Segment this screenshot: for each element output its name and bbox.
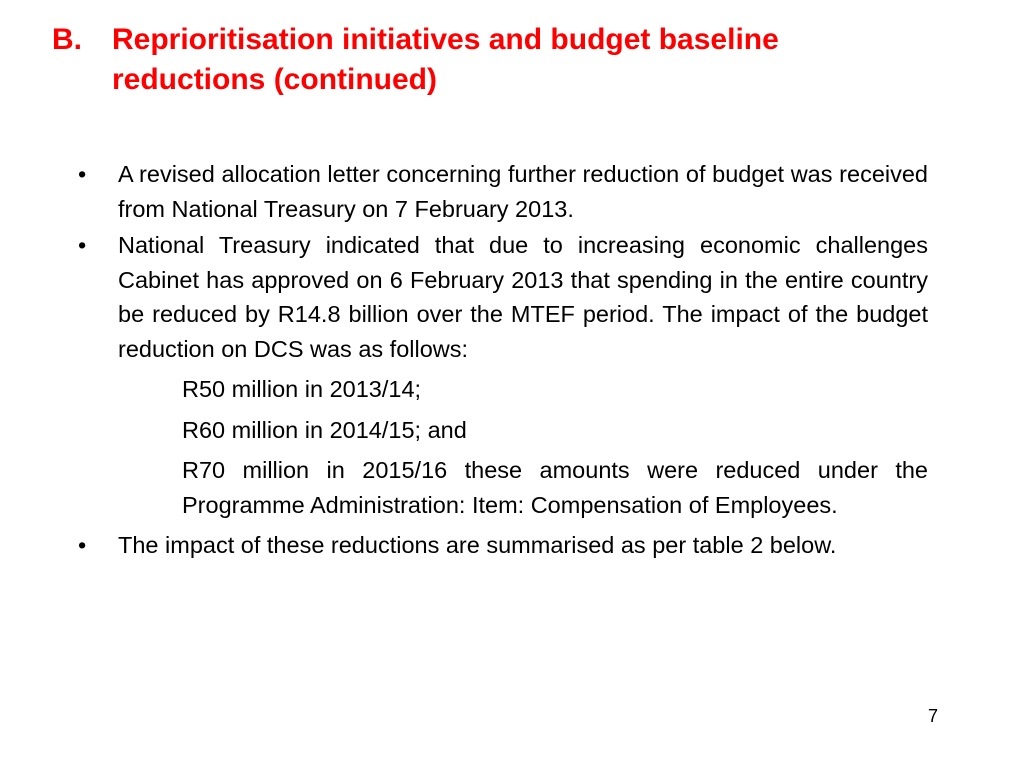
title-line-2: reductions (continued)	[112, 63, 437, 96]
bullet-text: A revised allocation letter concerning further reduction of budget was received from National Treasury on 7 February 2013.	[118, 161, 928, 222]
slide-title	[52, 20, 952, 100]
title-section-marker: B.	[52, 23, 82, 56]
page-number: 7	[927, 706, 938, 726]
bullet-icon: •	[78, 161, 87, 187]
slide-body	[78, 157, 928, 565]
bullet-item	[78, 528, 928, 563]
bullet-item	[78, 157, 928, 226]
sub-item: R60 million in 2014/15; and	[182, 416, 467, 443]
title-text	[112, 20, 952, 100]
sub-item: R70 million in 2015/16 these amounts were reduced under the Programme Administration: Item: Compensation of Employees.	[182, 457, 928, 518]
bullet-item	[78, 228, 928, 366]
bullet-icon: •	[78, 532, 87, 558]
sub-item: R50 million in 2013/14;	[182, 376, 422, 402]
title-line-1: Reprioritisation initiatives and budget baseline	[112, 23, 779, 56]
bullet-text: The impact of these reductions are summarised as per table 2 below.	[118, 532, 837, 558]
bullet-icon: •	[78, 232, 87, 258]
bullet-text: National Treasury indicated that due to increasing economic challenges Cabinet has approved on 6 February 2013 that spending in the entire country be reduced by R14.8 billion over the MTEF period. The impact of the budget reduction on DCS was as follows:	[118, 232, 928, 362]
